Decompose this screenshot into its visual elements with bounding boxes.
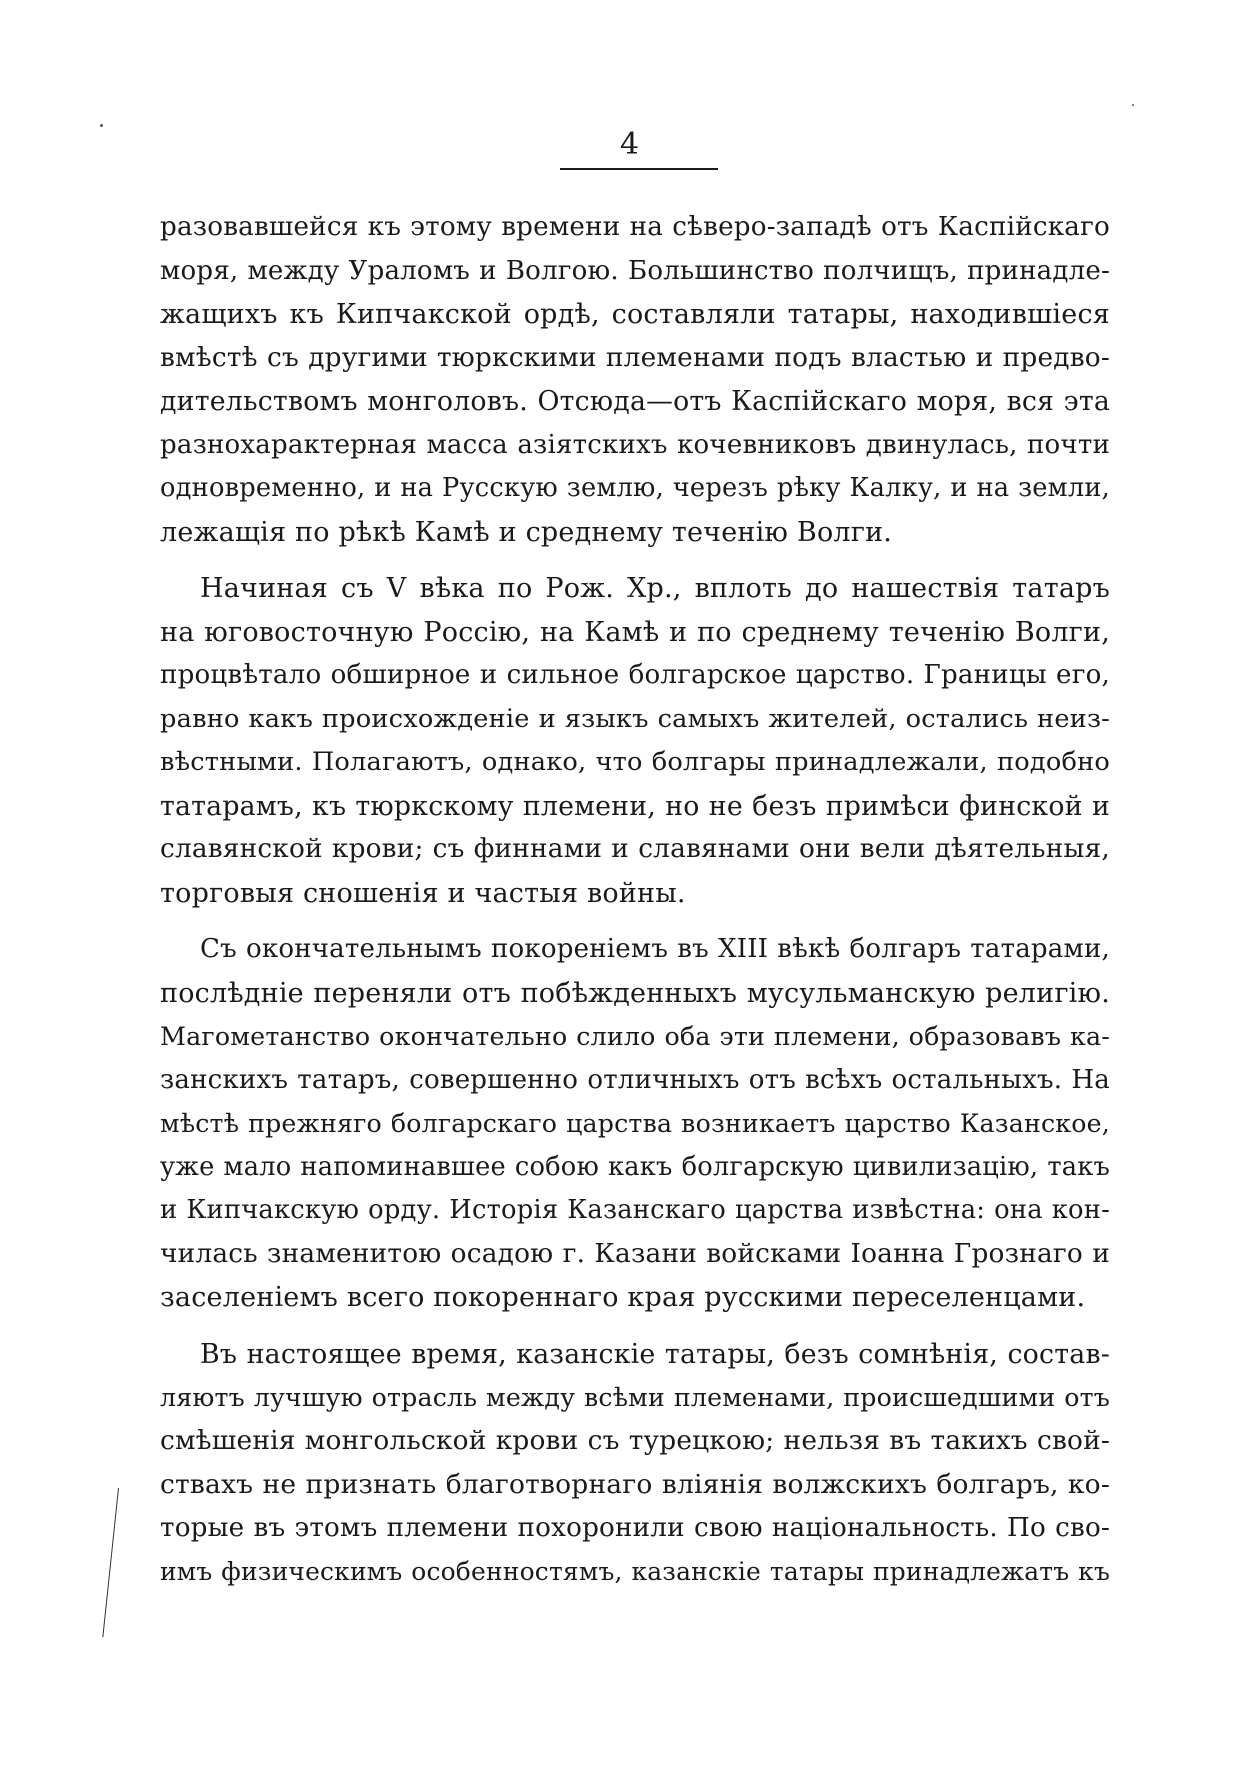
- text-line: татарамъ, къ тюркскому племени, но не безъ примѣси финской и: [160, 790, 1110, 822]
- scan-speck: [1132, 104, 1134, 106]
- text-line: Начиная съ V вѣка по Рож. Хр., вплоть до нашествія татаръ: [200, 573, 1110, 604]
- paragraph: [160, 1333, 1110, 1594]
- text-line: Магометанство окончательно слило оба эти племени, образовавъ ка-: [160, 1022, 1110, 1051]
- text-line: заселеніемъ всего покореннаго края русскими переселенцами.: [160, 1282, 1086, 1313]
- text-line: имъ физическимъ особенностямъ, казанскіе татары принадлежатъ къ: [160, 1557, 1110, 1586]
- text-line: лежащія по рѣкѣ Камѣ и среднему теченію Волги.: [160, 516, 893, 548]
- text-line: ляютъ лучшую отрасль между всѣми племенами, происшедшими отъ: [160, 1383, 1110, 1412]
- text-line: Въ настоящее время, казанскіе татары, безъ сомнѣнія, состав-: [200, 1338, 1110, 1370]
- body-text: [160, 206, 1110, 1594]
- text-line: торые въ этомъ племени похоронили свою національность. По сво-: [160, 1512, 1110, 1543]
- text-line: чилась знаменитою осадою г. Казани войсками Іоанна Грознаго и: [160, 1238, 1110, 1269]
- text-line: процвѣтало обширное и сильное болгарское царство. Границы его,: [160, 660, 1110, 690]
- text-line: вмѣстѣ съ другими тюркскими племенами подъ властью и предво-: [160, 342, 1110, 373]
- text-line: дительствомъ монголовъ. Отсюда—отъ Каспійскаго моря, вся эта: [160, 386, 1110, 417]
- text-line: послѣдніе переняли отъ побѣжденныхъ мусульманскую религію.: [160, 977, 1110, 1009]
- margin-pencil-mark: [102, 1488, 119, 1637]
- text-line: занскихъ татаръ, совершенно отличныхъ отъ всѣхъ остальныхъ. На: [160, 1064, 1110, 1095]
- text-line: разовавшейся къ этому времени на сѣверо-западѣ отъ Каспійскаго: [160, 212, 1110, 242]
- text-line: славянской крови; съ финнами и славянами они вели дѣятельныя,: [160, 834, 1110, 864]
- text-line: на юговосточную Россію, на Камѣ и по среднему теченію Волги,: [160, 616, 1110, 648]
- text-line: моря, между Ураломъ и Волгою. Большинство полчищъ, принадле-: [160, 255, 1110, 286]
- text-line: торговыя сношенія и частыя войны.: [160, 877, 686, 909]
- text-line: жащихъ къ Кипчакской ордѣ, составляли татары, находившіеся: [160, 299, 1110, 330]
- text-line: ствахъ не признать благотворнаго вліянія волжскихъ болгаръ, ко-: [160, 1469, 1110, 1500]
- scan-speck: [100, 124, 103, 127]
- text-line: разнохарактерная масса азіятскихъ кочевниковъ двинулась, почти: [160, 429, 1110, 460]
- text-line: Съ окончательнымъ покореніемъ въ XIII вѣкѣ болгаръ татарами,: [200, 934, 1110, 964]
- paragraph: [160, 928, 1110, 1320]
- text-line: вѣстными. Полагаютъ, однако, что болгары принадлежали, подобно: [160, 747, 1110, 777]
- paragraph: [160, 567, 1110, 915]
- text-line: смѣшенія монгольской крови съ турецкою; нельзя въ такихъ свой-: [160, 1425, 1110, 1456]
- paragraph-gap: [160, 915, 1110, 928]
- page-number: 4: [619, 127, 640, 162]
- text-line: уже мало напоминавшее собою какъ болгарскую цивилизацію, такъ: [160, 1151, 1110, 1182]
- page-number-rule: [560, 168, 718, 170]
- text-line: и Кипчакскую орду. Исторія Казанскаго царства извѣстна: она кон-: [160, 1195, 1110, 1225]
- paragraph-gap: [160, 1320, 1110, 1333]
- text-line: одновременно, и на Русскую землю, черезъ рѣку Калку, и на земли,: [160, 473, 1110, 503]
- paragraph: [160, 206, 1110, 554]
- text-line: мѣстѣ прежняго болгарскаго царства возникаетъ царство Казанское,: [160, 1109, 1110, 1138]
- text-line: равно какъ происхожденіе и языкъ самыхъ жителей, остались неиз-: [160, 703, 1110, 734]
- paragraph-gap: [160, 554, 1110, 567]
